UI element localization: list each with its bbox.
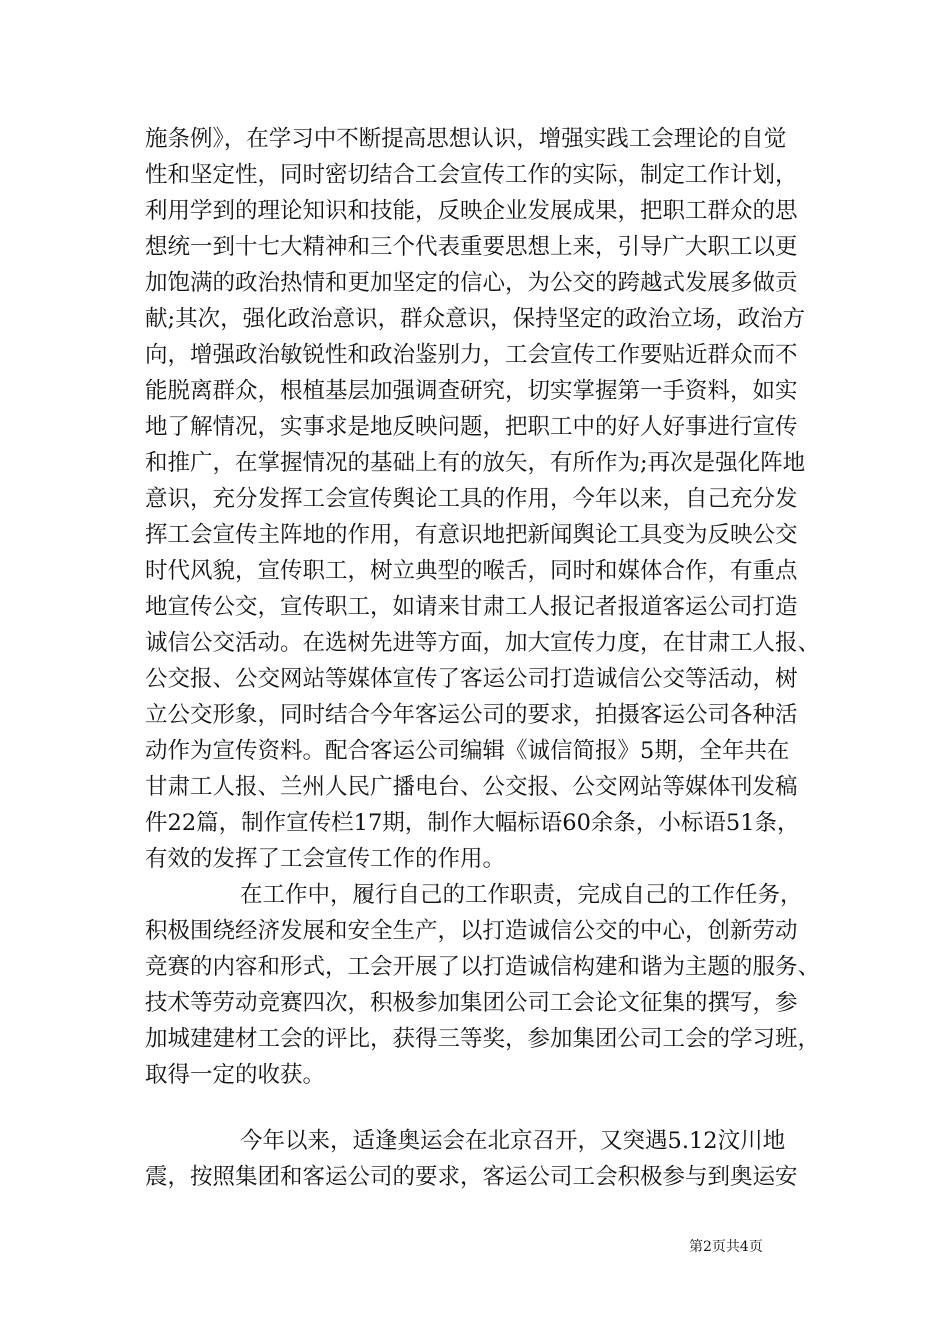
- text-line: 挥工会宣传主阵地的作用，有意识地把新闻舆论工具变为反映公交: [145, 522, 798, 548]
- text-line: 利用学到的理论知识和技能，反映企业发展成果，把职工群众的思: [145, 198, 798, 224]
- text-line: 地宣传公交，宣传职工，如请来甘肃工人报记者报道客运公司打造: [145, 594, 798, 620]
- text-line: 立公交形象，同时结合今年客运公司的要求，拍摄客运公司各种活: [145, 702, 798, 728]
- paragraph-start-line: 在工作中，履行自己的工作职责，完成自己的工作任务，: [240, 882, 803, 908]
- text-line: 意识，充分发挥工会宣传舆论工具的作用，今年以来，自己充分发: [145, 486, 798, 512]
- text-line: 施条例》，在学习中不断提高思想认识，增强实践工会理论的自觉: [145, 126, 787, 152]
- text-line: 震，按照集团和客运公司的要求，客运公司工会积极参与到奥运安: [145, 1164, 798, 1190]
- text-line: 想统一到十七大精神和三个代表重要思想上来，引导广大职工以更: [145, 234, 798, 260]
- text-line: 时代风貌，宣传职工，树立典型的喉舌，同时和媒体合作，有重点: [145, 558, 798, 584]
- paragraph-start-line: 今年以来，适逢奥运会在北京召开，又突遇5.12汶川地: [240, 1128, 786, 1154]
- text-line: 加城建建材工会的评比，获得三等奖，参加集团公司工会的学习班，: [145, 1026, 821, 1052]
- text-line: 甘肃工人报、兰州人民广播电台、公交报、公交网站等媒体刊发稿: [145, 774, 798, 800]
- text-line: 和推广，在掌握情况的基础上有的放矢，有所作为;再次是强化阵地: [145, 450, 806, 476]
- text-line: 竞赛的内容和形式，工会开展了以打造诚信构建和谐为主题的服务、: [145, 954, 821, 980]
- text-line: 件22篇，制作宣传栏17期，制作大幅标语60余条，小标语51条，: [145, 810, 800, 836]
- text-line: 能脱离群众，根植基层加强调查研究，切实掌握第一手资料，如实: [145, 378, 798, 404]
- text-line: 加饱满的政治热情和更加坚定的信心，为公交的跨越式发展多做贡: [145, 270, 798, 296]
- text-line: 有效的发挥了工会宣传工作的作用。: [145, 846, 506, 872]
- page-number-footer: 第2页共4页: [689, 1239, 763, 1255]
- text-line: 动作为宣传资料。配合客运公司编辑《诚信简报》5期，全年共在: [145, 738, 790, 764]
- text-line: 性和坚定性，同时密切结合工会宣传工作的实际，制定工作计划，: [145, 162, 798, 188]
- text-line: 积极围绕经济发展和安全生产，以打造诚信公交的中心，创新劳动: [145, 918, 798, 944]
- text-line: 公交报、公交网站等媒体宣传了客运公司打造诚信公交等活动，树: [145, 666, 798, 692]
- text-line: 向，增强政治敏锐性和政治鉴别力，工会宣传工作要贴近群众而不: [145, 342, 798, 368]
- text-line: 诚信公交活动。在选树先进等方面，加大宣传力度，在甘肃工人报、: [145, 630, 821, 656]
- text-line: 献;其次，强化政治意识，群众意识，保持坚定的政治立场，政治方: [145, 306, 806, 332]
- text-line: 技术等劳动竞赛四次，积极参加集团公司工会论文征集的撰写，参: [145, 990, 798, 1016]
- text-line: 取得一定的收获。: [145, 1062, 326, 1088]
- text-line: 地了解情况，实事求是地反映问题，把职工中的好人好事进行宣传: [145, 414, 798, 440]
